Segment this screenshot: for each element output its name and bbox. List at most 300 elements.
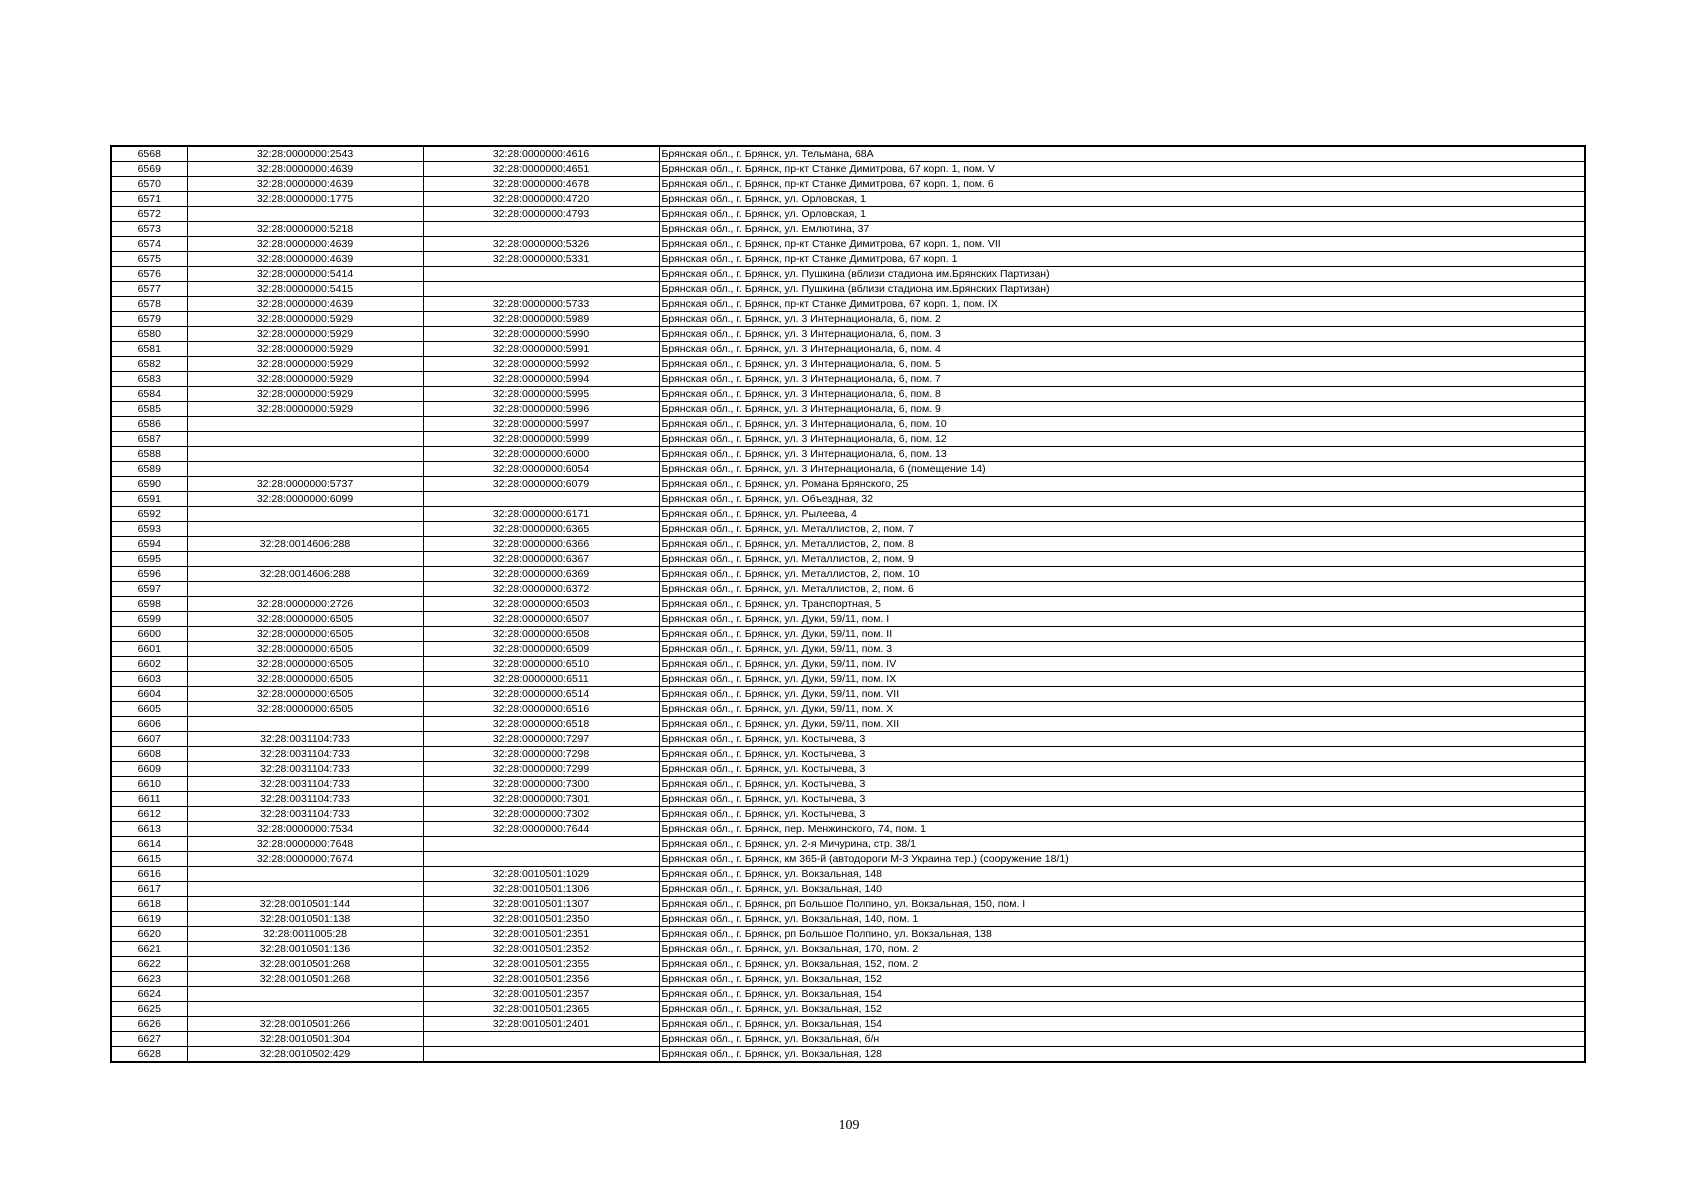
cadastral-number-cell: 32:28:0000000:5326: [423, 237, 659, 252]
address-cell: Брянская обл., г. Брянск, ул. Дуки, 59/11, пом. VII: [659, 687, 1585, 702]
table-row: [111, 837, 1585, 852]
parent-cadastral-number-cell: 32:28:0010501:138: [187, 912, 423, 927]
parent-cadastral-number-cell: [187, 447, 423, 462]
address-cell: Брянская обл., г. Брянск, пр-кт Станке Димитрова, 67 корп. 1, пом. V: [659, 162, 1585, 177]
parent-cadastral-number-cell: 32:28:0000000:2726: [187, 597, 423, 612]
parent-cadastral-number-cell: 32:28:0010501:144: [187, 897, 423, 912]
row-number-cell: 6609: [111, 762, 187, 777]
parent-cadastral-number-cell: 32:28:0000000:5929: [187, 402, 423, 417]
cadastral-number-cell: [423, 837, 659, 852]
table-row: [111, 297, 1585, 312]
table-row: [111, 312, 1585, 327]
cadastral-number-cell: 32:28:0000000:7299: [423, 762, 659, 777]
parent-cadastral-number-cell: 32:28:0014606:288: [187, 567, 423, 582]
parent-cadastral-number-cell: 32:28:0010501:268: [187, 957, 423, 972]
table-row: [111, 192, 1585, 207]
cadastral-number-cell: 32:28:0010501:2351: [423, 927, 659, 942]
address-cell: Брянская обл., г. Брянск, ул. 3 Интернационала, 6, пом. 9: [659, 402, 1585, 417]
table-row: [111, 972, 1585, 987]
row-number-cell: 6579: [111, 312, 187, 327]
address-cell: Брянская обл., г. Брянск, км 365-й (автодороги М-3 Украина тер.) (сооружение 18/1): [659, 852, 1585, 867]
address-cell: Брянская обл., г. Брянск, ул. Вокзальная, 152, пом. 2: [659, 957, 1585, 972]
table-row: [111, 372, 1585, 387]
parent-cadastral-number-cell: 32:28:0000000:4639: [187, 177, 423, 192]
row-number-cell: 6600: [111, 627, 187, 642]
row-number-cell: 6588: [111, 447, 187, 462]
table-row: [111, 1017, 1585, 1032]
parent-cadastral-number-cell: 32:28:0011005:28: [187, 927, 423, 942]
table-row: [111, 252, 1585, 267]
address-cell: Брянская обл., г. Брянск, ул. 3 Интернационала, 6, пом. 8: [659, 387, 1585, 402]
row-number-cell: 6585: [111, 402, 187, 417]
parent-cadastral-number-cell: 32:28:0000000:5929: [187, 357, 423, 372]
address-cell: Брянская обл., г. Брянск, ул. Металлистов, 2, пом. 6: [659, 582, 1585, 597]
table-row: [111, 912, 1585, 927]
cadastral-number-cell: 32:28:0010501:1307: [423, 897, 659, 912]
address-cell: Брянская обл., г. Брянск, ул. 3 Интернационала, 6, пом. 13: [659, 447, 1585, 462]
row-number-cell: 6626: [111, 1017, 187, 1032]
row-number-cell: 6595: [111, 552, 187, 567]
table-row: [111, 927, 1585, 942]
row-number-cell: 6589: [111, 462, 187, 477]
address-cell: Брянская обл., г. Брянск, пер. Менжинского, 74, пом. 1: [659, 822, 1585, 837]
row-number-cell: 6575: [111, 252, 187, 267]
cadastral-number-cell: 32:28:0000000:5992: [423, 357, 659, 372]
address-cell: Брянская обл., г. Брянск, рп Большое Полпино, ул. Вокзальная, 138: [659, 927, 1585, 942]
address-cell: Брянская обл., г. Брянск, ул. Вокзальная, 152: [659, 1002, 1585, 1017]
parent-cadastral-number-cell: 32:28:0000000:2543: [187, 146, 423, 162]
address-cell: Брянская обл., г. Брянск, ул. Орловская, 1: [659, 207, 1585, 222]
parent-cadastral-number-cell: [187, 507, 423, 522]
cadastral-number-cell: 32:28:0000000:6509: [423, 642, 659, 657]
parent-cadastral-number-cell: 32:28:0000000:6505: [187, 687, 423, 702]
address-cell: Брянская обл., г. Брянск, ул. Пушкина (вблизи стадиона им.Брянских Партизан): [659, 267, 1585, 282]
row-number-cell: 6612: [111, 807, 187, 822]
address-cell: Брянская обл., г. Брянск, ул. Вокзальная, 140, пом. 1: [659, 912, 1585, 927]
row-number-cell: 6618: [111, 897, 187, 912]
address-cell: Брянская обл., г. Брянск, ул. 3 Интернационала, 6, пом. 5: [659, 357, 1585, 372]
table-row: [111, 507, 1585, 522]
address-cell: Брянская обл., г. Брянск, ул. Костычева, 3: [659, 777, 1585, 792]
table-row: [111, 267, 1585, 282]
row-number-cell: 6627: [111, 1032, 187, 1047]
parent-cadastral-number-cell: [187, 207, 423, 222]
parent-cadastral-number-cell: 32:28:0031104:733: [187, 777, 423, 792]
row-number-cell: 6569: [111, 162, 187, 177]
parent-cadastral-number-cell: 32:28:0031104:733: [187, 762, 423, 777]
parent-cadastral-number-cell: 32:28:0000000:4639: [187, 162, 423, 177]
table-row: [111, 342, 1585, 357]
table-row: [111, 222, 1585, 237]
table-row: [111, 612, 1585, 627]
cadastral-number-cell: 32:28:0000000:6000: [423, 447, 659, 462]
row-number-cell: 6608: [111, 747, 187, 762]
address-cell: Брянская обл., г. Брянск, рп Большое Полпино, ул. Вокзальная, 150, пом. I: [659, 897, 1585, 912]
parent-cadastral-number-cell: 32:28:0014606:288: [187, 537, 423, 552]
address-cell: Брянская обл., г. Брянск, ул. 3 Интернационала, 6, пом. 3: [659, 327, 1585, 342]
table-row: [111, 597, 1585, 612]
address-cell: Брянская обл., г. Брянск, ул. Дуки, 59/11, пом. XII: [659, 717, 1585, 732]
table-row: [111, 672, 1585, 687]
table-row: [111, 462, 1585, 477]
table-row: [111, 417, 1585, 432]
table-row: [111, 477, 1585, 492]
table-row: [111, 642, 1585, 657]
cadastral-number-cell: 32:28:0000000:7302: [423, 807, 659, 822]
row-number-cell: 6619: [111, 912, 187, 927]
table-row: [111, 777, 1585, 792]
table-row: [111, 1032, 1585, 1047]
table-row: [111, 822, 1585, 837]
address-cell: Брянская обл., г. Брянск, ул. Дуки, 59/11, пом. IX: [659, 672, 1585, 687]
parent-cadastral-number-cell: 32:28:0000000:5414: [187, 267, 423, 282]
parent-cadastral-number-cell: [187, 987, 423, 1002]
row-number-cell: 6572: [111, 207, 187, 222]
parent-cadastral-number-cell: [187, 1002, 423, 1017]
cadastral-number-cell: 32:28:0000000:6507: [423, 612, 659, 627]
address-cell: Брянская обл., г. Брянск, ул. Дуки, 59/11, пом. IV: [659, 657, 1585, 672]
parent-cadastral-number-cell: [187, 867, 423, 882]
registry-table-body: [111, 146, 1585, 1062]
row-number-cell: 6599: [111, 612, 187, 627]
cadastral-number-cell: 32:28:0000000:7298: [423, 747, 659, 762]
table-row: [111, 567, 1585, 582]
address-cell: Брянская обл., г. Брянск, ул. Костычева, 3: [659, 807, 1585, 822]
address-cell: Брянская обл., г. Брянск, ул. 3 Интернационала, 6, пом. 12: [659, 432, 1585, 447]
table-row: [111, 432, 1585, 447]
row-number-cell: 6602: [111, 657, 187, 672]
table-row: [111, 942, 1585, 957]
cadastral-number-cell: 32:28:0010501:1306: [423, 882, 659, 897]
parent-cadastral-number-cell: 32:28:0010501:304: [187, 1032, 423, 1047]
table-row: [111, 957, 1585, 972]
cadastral-number-cell: 32:28:0000000:6508: [423, 627, 659, 642]
row-number-cell: 6614: [111, 837, 187, 852]
address-cell: Брянская обл., г. Брянск, ул. Вокзальная, 148: [659, 867, 1585, 882]
cadastral-number-cell: 32:28:0000000:5991: [423, 342, 659, 357]
address-cell: Брянская обл., г. Брянск, ул. Вокзальная, 128: [659, 1047, 1585, 1063]
address-cell: Брянская обл., г. Брянск, ул. Дуки, 59/11, пом. II: [659, 627, 1585, 642]
address-cell: Брянская обл., г. Брянск, пр-кт Станке Димитрова, 67 корп. 1, пом. VII: [659, 237, 1585, 252]
cadastral-number-cell: 32:28:0000000:6365: [423, 522, 659, 537]
cadastral-number-cell: 32:28:0000000:4720: [423, 192, 659, 207]
parent-cadastral-number-cell: [187, 552, 423, 567]
parent-cadastral-number-cell: 32:28:0000000:5929: [187, 372, 423, 387]
cadastral-number-cell: 32:28:0000000:7300: [423, 777, 659, 792]
parent-cadastral-number-cell: 32:28:0000000:6505: [187, 612, 423, 627]
address-cell: Брянская обл., г. Брянск, ул. Объездная, 32: [659, 492, 1585, 507]
cadastral-number-cell: 32:28:0000000:6518: [423, 717, 659, 732]
address-cell: Брянская обл., г. Брянск, ул. Металлистов, 2, пом. 8: [659, 537, 1585, 552]
cadastral-number-cell: 32:28:0010501:2401: [423, 1017, 659, 1032]
table-row: [111, 792, 1585, 807]
row-number-cell: 6571: [111, 192, 187, 207]
parent-cadastral-number-cell: 32:28:0000000:5929: [187, 312, 423, 327]
parent-cadastral-number-cell: 32:28:0031104:733: [187, 807, 423, 822]
row-number-cell: 6622: [111, 957, 187, 972]
cadastral-number-cell: 32:28:0000000:6516: [423, 702, 659, 717]
row-number-cell: 6623: [111, 972, 187, 987]
row-number-cell: 6570: [111, 177, 187, 192]
table-row: [111, 387, 1585, 402]
address-cell: Брянская обл., г. Брянск, ул. Вокзальная, б/н: [659, 1032, 1585, 1047]
cadastral-number-cell: 32:28:0010501:2350: [423, 912, 659, 927]
row-number-cell: 6577: [111, 282, 187, 297]
registry-table: [110, 145, 1586, 1063]
parent-cadastral-number-cell: 32:28:0010501:268: [187, 972, 423, 987]
parent-cadastral-number-cell: [187, 417, 423, 432]
address-cell: Брянская обл., г. Брянск, ул. Вокзальная, 140: [659, 882, 1585, 897]
parent-cadastral-number-cell: [187, 882, 423, 897]
parent-cadastral-number-cell: 32:28:0031104:733: [187, 747, 423, 762]
parent-cadastral-number-cell: 32:28:0031104:733: [187, 732, 423, 747]
table-row: [111, 657, 1585, 672]
row-number-cell: 6580: [111, 327, 187, 342]
address-cell: Брянская обл., г. Брянск, ул. Тельмана, 68А: [659, 146, 1585, 162]
parent-cadastral-number-cell: 32:28:0000000:6505: [187, 702, 423, 717]
parent-cadastral-number-cell: 32:28:0000000:6505: [187, 657, 423, 672]
address-cell: Брянская обл., г. Брянск, пр-кт Станке Димитрова, 67 корп. 1: [659, 252, 1585, 267]
address-cell: Брянская обл., г. Брянск, ул. Транспортная, 5: [659, 597, 1585, 612]
cadastral-number-cell: 32:28:0000000:5997: [423, 417, 659, 432]
parent-cadastral-number-cell: [187, 522, 423, 537]
address-cell: Брянская обл., г. Брянск, ул. Дуки, 59/11, пом. X: [659, 702, 1585, 717]
parent-cadastral-number-cell: 32:28:0000000:6505: [187, 642, 423, 657]
row-number-cell: 6568: [111, 146, 187, 162]
table-row: [111, 702, 1585, 717]
parent-cadastral-number-cell: 32:28:0000000:5929: [187, 327, 423, 342]
parent-cadastral-number-cell: 32:28:0010501:136: [187, 942, 423, 957]
row-number-cell: 6598: [111, 597, 187, 612]
table-row: [111, 522, 1585, 537]
address-cell: Брянская обл., г. Брянск, ул. Пушкина (вблизи стадиона им.Брянских Партизан): [659, 282, 1585, 297]
cadastral-number-cell: 32:28:0010501:2355: [423, 957, 659, 972]
address-cell: Брянская обл., г. Брянск, ул. Костычева, 3: [659, 792, 1585, 807]
parent-cadastral-number-cell: [187, 432, 423, 447]
parent-cadastral-number-cell: 32:28:0000000:7674: [187, 852, 423, 867]
row-number-cell: 6604: [111, 687, 187, 702]
address-cell: Брянская обл., г. Брянск, ул. Емлютина, 37: [659, 222, 1585, 237]
row-number-cell: 6583: [111, 372, 187, 387]
row-number-cell: 6573: [111, 222, 187, 237]
cadastral-number-cell: 32:28:0010501:2352: [423, 942, 659, 957]
parent-cadastral-number-cell: 32:28:0010502:429: [187, 1047, 423, 1063]
cadastral-number-cell: 32:28:0000000:4793: [423, 207, 659, 222]
table-row: [111, 207, 1585, 222]
row-number-cell: 6617: [111, 882, 187, 897]
table-row: [111, 897, 1585, 912]
parent-cadastral-number-cell: 32:28:0000000:5218: [187, 222, 423, 237]
address-cell: Брянская обл., г. Брянск, ул. Костычева, 3: [659, 762, 1585, 777]
cadastral-number-cell: 32:28:0010501:2365: [423, 1002, 659, 1017]
cadastral-number-cell: 32:28:0000000:5999: [423, 432, 659, 447]
address-cell: Брянская обл., г. Брянск, пр-кт Станке Димитрова, 67 корп. 1, пом. 6: [659, 177, 1585, 192]
row-number-cell: 6592: [111, 507, 187, 522]
address-cell: Брянская обл., г. Брянск, ул. Вокзальная, 170, пом. 2: [659, 942, 1585, 957]
table-row: [111, 627, 1585, 642]
cadastral-number-cell: 32:28:0000000:6054: [423, 462, 659, 477]
cadastral-number-cell: 32:28:0000000:7644: [423, 822, 659, 837]
cadastral-number-cell: 32:28:0000000:7297: [423, 732, 659, 747]
row-number-cell: 6616: [111, 867, 187, 882]
row-number-cell: 6628: [111, 1047, 187, 1063]
table-row: [111, 852, 1585, 867]
parent-cadastral-number-cell: 32:28:0000000:4639: [187, 237, 423, 252]
parent-cadastral-number-cell: 32:28:0000000:5415: [187, 282, 423, 297]
table-row: [111, 732, 1585, 747]
cadastral-number-cell: 32:28:0000000:4651: [423, 162, 659, 177]
address-cell: Брянская обл., г. Брянск, ул. 2-я Мичурина, стр. 38/1: [659, 837, 1585, 852]
address-cell: Брянская обл., г. Брянск, ул. Дуки, 59/11, пом. 3: [659, 642, 1585, 657]
address-cell: Брянская обл., г. Брянск, ул. Костычева, 3: [659, 747, 1585, 762]
parent-cadastral-number-cell: 32:28:0000000:1775: [187, 192, 423, 207]
cadastral-number-cell: [423, 282, 659, 297]
cadastral-number-cell: [423, 1047, 659, 1063]
row-number-cell: 6611: [111, 792, 187, 807]
address-cell: Брянская обл., г. Брянск, ул. 3 Интернационала, 6 (помещение 14): [659, 462, 1585, 477]
row-number-cell: 6578: [111, 297, 187, 312]
row-number-cell: 6594: [111, 537, 187, 552]
row-number-cell: 6606: [111, 717, 187, 732]
address-cell: Брянская обл., г. Брянск, ул. Металлистов, 2, пом. 7: [659, 522, 1585, 537]
row-number-cell: 6624: [111, 987, 187, 1002]
address-cell: Брянская обл., г. Брянск, ул. 3 Интернационала, 6, пом. 7: [659, 372, 1585, 387]
parent-cadastral-number-cell: [187, 717, 423, 732]
parent-cadastral-number-cell: 32:28:0000000:5737: [187, 477, 423, 492]
parent-cadastral-number-cell: 32:28:0000000:7534: [187, 822, 423, 837]
cadastral-number-cell: [423, 492, 659, 507]
row-number-cell: 6613: [111, 822, 187, 837]
parent-cadastral-number-cell: 32:28:0031104:733: [187, 792, 423, 807]
row-number-cell: 6615: [111, 852, 187, 867]
row-number-cell: 6607: [111, 732, 187, 747]
cadastral-number-cell: 32:28:0000000:6503: [423, 597, 659, 612]
table-row: [111, 807, 1585, 822]
parent-cadastral-number-cell: 32:28:0000000:4639: [187, 297, 423, 312]
parent-cadastral-number-cell: 32:28:0000000:7648: [187, 837, 423, 852]
address-cell: Брянская обл., г. Брянск, ул. 3 Интернационала, 6, пом. 2: [659, 312, 1585, 327]
cadastral-number-cell: 32:28:0010501:2357: [423, 987, 659, 1002]
cadastral-number-cell: 32:28:0000000:4678: [423, 177, 659, 192]
parent-cadastral-number-cell: 32:28:0000000:6505: [187, 672, 423, 687]
row-number-cell: 6603: [111, 672, 187, 687]
table-row: [111, 867, 1585, 882]
address-cell: Брянская обл., г. Брянск, ул. 3 Интернационала, 6, пом. 4: [659, 342, 1585, 357]
table-row: [111, 747, 1585, 762]
table-row: [111, 162, 1585, 177]
cadastral-number-cell: 32:28:0010501:1029: [423, 867, 659, 882]
cadastral-number-cell: [423, 1032, 659, 1047]
table-row: [111, 357, 1585, 372]
table-row: [111, 146, 1585, 162]
table-row: [111, 987, 1585, 1002]
row-number-cell: 6584: [111, 387, 187, 402]
cadastral-number-cell: 32:28:0000000:6171: [423, 507, 659, 522]
table-row: [111, 177, 1585, 192]
table-row: [111, 282, 1585, 297]
table-row: [111, 447, 1585, 462]
parent-cadastral-number-cell: 32:28:0000000:6505: [187, 627, 423, 642]
cadastral-number-cell: 32:28:0000000:5994: [423, 372, 659, 387]
table-row: [111, 1047, 1585, 1063]
cadastral-number-cell: 32:28:0000000:6510: [423, 657, 659, 672]
address-cell: Брянская обл., г. Брянск, пр-кт Станке Димитрова, 67 корп. 1, пом. IX: [659, 297, 1585, 312]
parent-cadastral-number-cell: 32:28:0000000:4639: [187, 252, 423, 267]
parent-cadastral-number-cell: 32:28:0000000:6099: [187, 492, 423, 507]
row-number-cell: 6586: [111, 417, 187, 432]
row-number-cell: 6581: [111, 342, 187, 357]
row-number-cell: 6591: [111, 492, 187, 507]
address-cell: Брянская обл., г. Брянск, ул. Металлистов, 2, пом. 9: [659, 552, 1585, 567]
parent-cadastral-number-cell: [187, 582, 423, 597]
cadastral-number-cell: 32:28:0000000:6366: [423, 537, 659, 552]
parent-cadastral-number-cell: [187, 462, 423, 477]
parent-cadastral-number-cell: 32:28:0000000:5929: [187, 342, 423, 357]
cadastral-number-cell: 32:28:0010501:2356: [423, 972, 659, 987]
row-number-cell: 6597: [111, 582, 187, 597]
cadastral-number-cell: 32:28:0000000:5996: [423, 402, 659, 417]
cadastral-number-cell: 32:28:0000000:6079: [423, 477, 659, 492]
cadastral-number-cell: [423, 267, 659, 282]
row-number-cell: 6596: [111, 567, 187, 582]
row-number-cell: 6574: [111, 237, 187, 252]
table-row: [111, 717, 1585, 732]
address-cell: Брянская обл., г. Брянск, ул. Вокзальная, 154: [659, 1017, 1585, 1032]
cadastral-number-cell: 32:28:0000000:6372: [423, 582, 659, 597]
table-row: [111, 582, 1585, 597]
row-number-cell: 6610: [111, 777, 187, 792]
address-cell: Брянская обл., г. Брянск, ул. Орловская, 1: [659, 192, 1585, 207]
cadastral-number-cell: 32:28:0000000:6514: [423, 687, 659, 702]
table-row: [111, 237, 1585, 252]
row-number-cell: 6593: [111, 522, 187, 537]
row-number-cell: 6605: [111, 702, 187, 717]
cadastral-number-cell: 32:28:0000000:5989: [423, 312, 659, 327]
row-number-cell: 6582: [111, 357, 187, 372]
address-cell: Брянская обл., г. Брянск, ул. Вокзальная, 154: [659, 987, 1585, 1002]
table-row: [111, 762, 1585, 777]
row-number-cell: 6601: [111, 642, 187, 657]
cadastral-number-cell: 32:28:0000000:5733: [423, 297, 659, 312]
address-cell: Брянская обл., г. Брянск, ул. Романа Брянского, 25: [659, 477, 1585, 492]
row-number-cell: 6587: [111, 432, 187, 447]
cadastral-number-cell: 32:28:0000000:4616: [423, 146, 659, 162]
row-number-cell: 6576: [111, 267, 187, 282]
cadastral-number-cell: [423, 222, 659, 237]
row-number-cell: 6590: [111, 477, 187, 492]
cadastral-number-cell: [423, 852, 659, 867]
table-row: [111, 552, 1585, 567]
table-row: [111, 1002, 1585, 1017]
table-row: [111, 327, 1585, 342]
cadastral-number-cell: 32:28:0000000:6367: [423, 552, 659, 567]
address-cell: Брянская обл., г. Брянск, ул. Дуки, 59/11, пом. I: [659, 612, 1585, 627]
cadastral-number-cell: 32:28:0000000:7301: [423, 792, 659, 807]
address-cell: Брянская обл., г. Брянск, ул. Вокзальная, 152: [659, 972, 1585, 987]
cadastral-number-cell: 32:28:0000000:6511: [423, 672, 659, 687]
table-row: [111, 537, 1585, 552]
address-cell: Брянская обл., г. Брянск, ул. 3 Интернационала, 6, пом. 10: [659, 417, 1585, 432]
address-cell: Брянская обл., г. Брянск, ул. Металлистов, 2, пом. 10: [659, 567, 1585, 582]
parent-cadastral-number-cell: 32:28:0010501:266: [187, 1017, 423, 1032]
cadastral-number-cell: 32:28:0000000:5995: [423, 387, 659, 402]
page-number: 109: [838, 1118, 860, 1133]
row-number-cell: 6620: [111, 927, 187, 942]
row-number-cell: 6621: [111, 942, 187, 957]
table-row: [111, 882, 1585, 897]
address-cell: Брянская обл., г. Брянск, ул. Рылеева, 4: [659, 507, 1585, 522]
parent-cadastral-number-cell: 32:28:0000000:5929: [187, 387, 423, 402]
